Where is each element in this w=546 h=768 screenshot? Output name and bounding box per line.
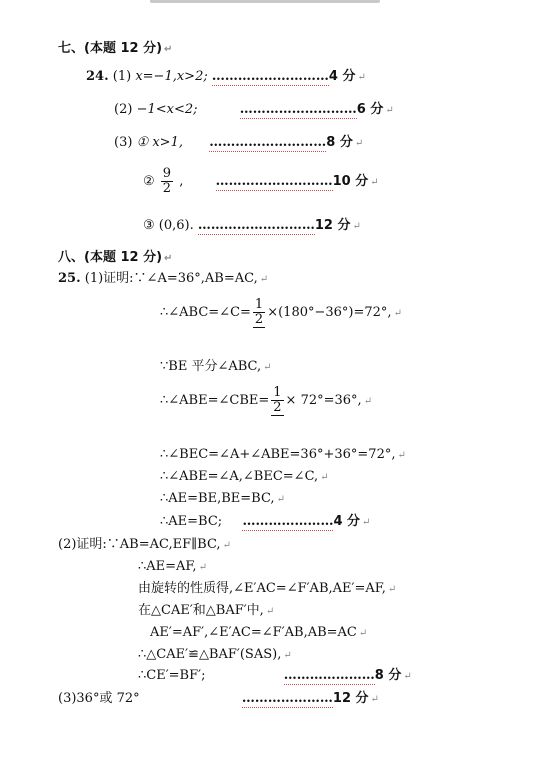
q25-line-14: ∴△CAE′≌△BAF′(SAS), ↵ (138, 647, 292, 662)
fraction-1-2-b: $\frac{1}{2}$ (273, 384, 282, 415)
q25-line-3: ∵BE 平分∠ABC, ↵ (160, 359, 272, 374)
q25-line-4: ∴∠ABE=∠CBE= $\frac{1}{2}$ × 72°=36°, ↵ (160, 384, 373, 415)
q25-line-11: 由旋转的性质得,∠E′AC=∠F′AB,AE′=AF, ↵ (138, 581, 397, 596)
q25-line-5: ∴∠BEC=∠A+∠ABE=36°+36°=72°, ↵ (160, 447, 406, 462)
fraction-1-2: $\frac{1}{2}$ (254, 296, 264, 327)
q24-part3-second: ② $\frac{9}{2}$ , ………………………10 分 ↵ (143, 166, 379, 196)
q25-line-2: ∴∠ABC=∠C= $\frac{1}{2}$ ×(180°−36°)=72°, ↵ (160, 296, 402, 327)
q24-part1: 24. (1) x=−1,x>2; ………………………4 分 ↵ (86, 69, 366, 84)
section-7-header: 七、(本题 12 分) ↵ (58, 41, 173, 56)
q25-line-6: ∴∠ABE=∠A,∠BEC=∠C, ↵ (160, 469, 329, 484)
fraction-9-2: $\frac{9}{2}$ (162, 166, 172, 196)
q24-part3-third: ③ (0,6). ………………………12 分 ↵ (143, 218, 361, 233)
q25-line-12: 在△CAE′和△BAF′中, ↵ (138, 603, 275, 618)
q25-line-16: (3)36°或 72° …………………12 分 ↵ (58, 691, 379, 706)
section-8-header: 八、(本题 12 分) ↵ (58, 250, 173, 265)
q24-part3: (3) ① x>1, ………………………8 分 ↵ (114, 135, 364, 150)
q24-part2: (2) −1<x<2; ………………………6 分 ↵ (114, 102, 394, 117)
top-edge-shadow (150, 0, 380, 3)
q25-line-8: ∴AE=BC; …………………4 分 ↵ (160, 514, 371, 529)
q25-line-10: ∴AE=AF, ↵ (138, 559, 207, 574)
q25-line-15: ∴CE′=BF′; …………………8 分 ↵ (138, 668, 412, 683)
q25-line-7: ∴AE=BE,BE=BC, ↵ (160, 491, 285, 506)
q25-line-13: AE′=AF′,∠E′AC=∠F′AB,AB=AC ↵ (150, 625, 368, 640)
q25-line-9: (2)证明:∵AB=AC,EF∥BC, ↵ (58, 537, 231, 552)
q25-line-1: 25. (1)证明:∵∠A=36°,AB=AC, ↵ (58, 271, 269, 286)
